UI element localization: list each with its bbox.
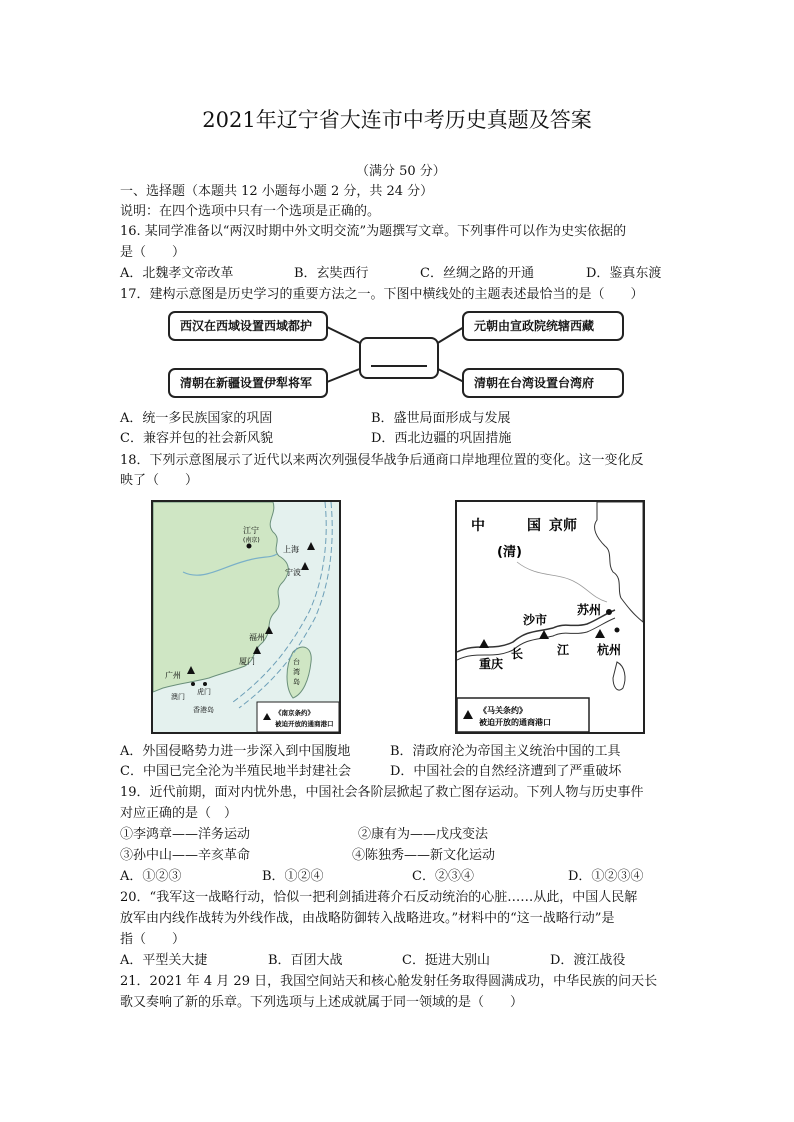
q17-blank-line (371, 365, 427, 367)
q16-option-c: C．丝绸之路的开通 (420, 266, 534, 281)
map-label-ningbo: 宁波 (285, 568, 301, 577)
q18-option-c: C．中国已完全沦为半殖民地半封建社会 (120, 764, 351, 779)
nanjing-treaty-map (151, 500, 341, 734)
q20-stem-line2: 放军由内线作战转为外线作战，由战略防御转入战略进攻。”材料中的“这一战略行动”是 (120, 911, 615, 926)
map-label-hangzhou: 杭州 (597, 643, 622, 657)
q20-stem-line3: 指（ ） (120, 932, 186, 947)
q18-option-d: D．中国社会的自然经济遭到了严重破坏 (390, 764, 622, 779)
q17-blank-box (359, 337, 439, 379)
map-label-macau: 澳门 (171, 693, 185, 701)
maguan-map-legend-text: 被迫开放的通商港口 (479, 718, 551, 727)
q19-option-d: D．①②③④ (568, 869, 644, 884)
q18-stem-line1: 18．下列示意图展示了近代以来两次列强侵华战争后通商口岸地理位置的变化。这一变化反 (120, 453, 644, 468)
q20-option-b: B．百团大战 (268, 953, 343, 968)
q16-option-d: D．鉴真东渡 (586, 266, 662, 281)
map-label-guo: 国 (527, 518, 541, 534)
q19-stem-line2: 对应正确的是（ ） (120, 806, 238, 821)
map-label-chang: 长 (511, 647, 524, 661)
maguan-treaty-map (455, 500, 645, 734)
page-title: 2021年辽宁省大连市中考历史真题及答案 (202, 108, 592, 132)
score-note: （满分 50 分） (356, 164, 446, 179)
maguan-map-drawing (457, 502, 643, 732)
q19-item-2: ②康有为——戊戌变法 (358, 827, 489, 842)
map-label-jiang: 江 (557, 643, 570, 657)
map-label-nanjing: (南京) (243, 537, 260, 544)
q20-stem-line1: 20．“我军这一战略行动，恰似一把利剑插进蒋介石反动统治的心脏……从此，中国人民解 (120, 890, 638, 905)
q21-stem-line1: 21．2021 年 4 月 29 日，我国空间站天和核心舱发射任务取得圆满成功，中华民族的问天长 (120, 974, 658, 989)
q19-item-1: ①李鸿章——洋务运动 (120, 827, 251, 842)
q17-box-bottom-left: 清朝在新疆设置伊犁将军 (168, 368, 328, 398)
map-label-wan: 湾 (293, 668, 300, 676)
q18-stem-line2: 映了（ ） (120, 473, 199, 488)
map-label-shashi: 沙市 (523, 613, 548, 627)
instruction: 说明：在四个选项中只有一个选项是正确的。 (120, 204, 381, 219)
q19-option-b: B．①②④ (262, 869, 324, 884)
nanjing-map-legend-title: 《南京条约》 (275, 709, 314, 717)
map-label-xiamen: 厦门 (239, 657, 255, 666)
map-label-dao: 岛 (293, 678, 300, 686)
q18-option-b: B．清政府沦为帝国主义统治中国的工具 (390, 744, 621, 759)
q19-option-c: C．②③④ (412, 869, 474, 884)
q17-box-bottom-right: 清朝在台湾设置台湾府 (462, 368, 624, 398)
q16-stem-line1: 16. 某同学准备以“两汉时期中外文明交流”为题撰写文章。下列事件可以作为史实依据的 (120, 224, 627, 239)
q20-option-c: C．挺进大别山 (402, 953, 490, 968)
map-label-chongqing: 重庆 (479, 657, 504, 671)
q16-option-b: B．玄奘西行 (294, 266, 369, 281)
map-label-humen: 虎门 (197, 688, 211, 696)
map-label-hongkong: 香港岛 (193, 706, 214, 714)
map-label-jiangning: 江宁 (243, 526, 259, 535)
section-heading: 一、选择题（本题共 12 小题每小题 2 分，共 24 分） (120, 184, 434, 199)
q17-box-top-right: 元朝由宣政院统辖西藏 (462, 311, 624, 341)
q18-option-a: A．外国侵略势力进一步深入到中国腹地 (120, 744, 351, 759)
map-label-shanghai: 上海 (283, 545, 299, 554)
map-label-zhong: 中 (471, 518, 485, 534)
q17-option-c: C．兼容并包的社会新风貌 (120, 431, 273, 446)
q16-stem-line2: 是（ ） (120, 245, 186, 260)
q17-stem: 17．建构示意图是历史学习的重要方法之一。下图中横线处的主题表述最恰当的是（ ） (120, 287, 644, 302)
q21-stem-line2: 歌又奏响了新的乐章。下列选项与上述成就属于同一领域的是（ ） (120, 995, 524, 1010)
q17-option-d: D．西北边疆的巩固措施 (371, 431, 512, 446)
map-label-guangzhou: 广州 (165, 671, 181, 680)
q20-option-d: D．渡江战役 (550, 953, 626, 968)
q17-box-top-left: 西汉在西域设置西域都护 (168, 311, 328, 341)
nanjing-map-drawing (153, 502, 339, 732)
map-label-suzhou: 苏州 (577, 603, 602, 617)
q19-item-4: ④陈独秀——新文化运动 (352, 848, 496, 863)
q19-item-3: ③孙中山——辛亥革命 (120, 848, 251, 863)
q16-option-a: A．北魏孝文帝改革 (120, 266, 234, 281)
q17-option-b: B．盛世局面形成与发展 (371, 411, 511, 426)
map-label-fuzhou: 福州 (249, 633, 265, 642)
q19-option-a: A．①②③ (120, 869, 182, 884)
map-label-qing: (清) (497, 545, 522, 560)
map-label-jingshi: 京师 (549, 518, 577, 534)
nanjing-map-legend-text: 被迫开放的通商港口 (275, 720, 334, 728)
maguan-map-legend-title: 《马关条约》 (479, 706, 527, 715)
q17-option-a: A．统一多民族国家的巩固 (120, 411, 273, 426)
map-label-tai: 台 (293, 658, 300, 666)
q19-stem-line1: 19．近代前期，面对内忧外患，中国社会各阶层掀起了救亡图存运动。下列人物与历史事件 (120, 785, 644, 800)
q20-option-a: A．平型关大捷 (120, 953, 208, 968)
